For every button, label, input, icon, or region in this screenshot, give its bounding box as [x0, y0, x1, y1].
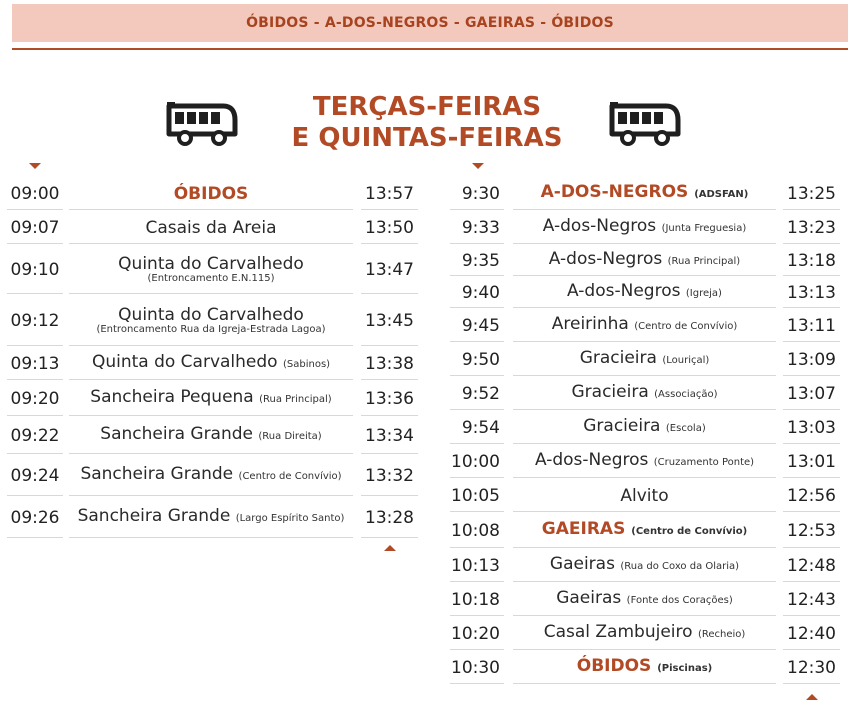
return-time: 12:53 [783, 514, 840, 548]
return-time: 13:36 [361, 382, 418, 416]
stop-main [583, 417, 706, 438]
timetable-row [0, 412, 854, 444]
timetable-row [0, 246, 854, 276]
stop-name [513, 178, 776, 210]
return-time: 13:28 [361, 498, 418, 538]
stop-label: A-dos-Negros [567, 281, 681, 301]
stop-name [513, 212, 776, 244]
timetable-row [0, 344, 854, 376]
departure-time: 09:20 [7, 382, 63, 416]
stop-main [535, 451, 754, 472]
stop-note: (Igreja) [685, 288, 722, 299]
stop-main [552, 315, 738, 336]
stop-note: (Rua Direita) [258, 431, 322, 442]
stop-note: (Louriçal) [662, 355, 710, 366]
stop-subtitle: (Entroncamento Rua da Igreja-Estrada Lagoa) [96, 323, 326, 335]
stop-main [549, 250, 740, 271]
timetable-row [0, 550, 854, 582]
return-time: 13:03 [783, 412, 840, 444]
stop-note: (Rua do Coxo da Olaria) [620, 561, 740, 572]
stop-main [572, 383, 718, 404]
stop-label: Gaeiras [556, 588, 622, 608]
return-time: 13:34 [361, 418, 418, 454]
departure-time: 09:10 [7, 246, 63, 294]
stop-label: Casais da Areia [145, 217, 277, 238]
stop-note: (Centro de Convívio) [238, 471, 342, 482]
return-time: 13:23 [783, 212, 840, 244]
return-time: 12:43 [783, 584, 840, 616]
stop-note: (Escola) [665, 423, 706, 434]
stop-main [577, 657, 713, 678]
stop-label: ÓBIDOS [576, 656, 652, 676]
departure-time: 09:26 [7, 498, 63, 538]
return-time: 12:30 [783, 652, 840, 684]
title-line-1: TERÇAS-FEIRAS [312, 92, 542, 122]
stop-name [513, 378, 776, 410]
stop-note: (Rua Principal) [667, 256, 741, 267]
stop-name [513, 246, 776, 276]
stop-name [513, 344, 776, 376]
stop-label: Sancheira Grande [100, 424, 253, 444]
stop-label: GAEIRAS [541, 519, 626, 539]
title-line-2: E QUINTAS-FEIRAS [291, 123, 563, 153]
stop-name [513, 480, 776, 512]
departure-time: 9:35 [450, 246, 504, 276]
timetable-row [0, 584, 854, 616]
schedule-days-title [250, 92, 604, 154]
route-title: ÓBIDOS - A-DOS-NEGROS - GAEIRAS - ÓBIDOS [246, 15, 614, 31]
stop-label: Gracieira [579, 348, 657, 368]
route-banner [12, 4, 848, 42]
stop-note: (Cruzamento Ponte) [653, 457, 755, 468]
stop-label: A-dos-Negros [542, 216, 657, 236]
bus-icon [608, 100, 682, 148]
departure-time: 10:05 [450, 480, 504, 512]
stop-main [543, 217, 747, 238]
stop-note: (Centro de Convívio) [634, 321, 738, 332]
return-time: 13:09 [783, 344, 840, 376]
stop-name [513, 514, 776, 548]
return-time: 13:45 [361, 296, 418, 346]
departure-time: 09:24 [7, 456, 63, 496]
return-time: 12:56 [783, 480, 840, 512]
return-time: 13:38 [361, 348, 418, 380]
stop-note: (Fonte dos Corações) [626, 595, 733, 606]
stop-label: Gracieira [583, 416, 661, 436]
stop-label: Alvito [620, 485, 669, 506]
return-time: 13:57 [361, 178, 418, 210]
stop-label: Sancheira Grande [80, 464, 234, 484]
return-time: 13:47 [361, 246, 418, 294]
timetable-row [0, 310, 854, 342]
stop-note: (Sabinos) [282, 359, 331, 370]
departure-time: 9:33 [450, 212, 504, 244]
departure-time: 9:30 [450, 178, 504, 210]
stop-note: (Associação) [654, 389, 718, 400]
timetable-row [0, 480, 854, 512]
stop-label: Quinta do Carvalhedo [118, 304, 304, 325]
return-time: 12:40 [783, 618, 840, 650]
stop-label: Gracieira [571, 382, 649, 402]
bus-icon [165, 100, 239, 148]
timetable-row [0, 278, 854, 308]
stop-main [556, 589, 733, 610]
timetable-row [0, 514, 854, 548]
departure-time: 10:30 [450, 652, 504, 684]
stop-label: A-dos-Negros [548, 249, 663, 269]
departure-time: 10:00 [450, 446, 504, 478]
departure-time: 09:07 [7, 212, 63, 244]
stop-label: Quinta do Carvalhedo [118, 253, 304, 274]
timetable-row [0, 618, 854, 650]
stop-label: Casal Zambujeiro [543, 622, 693, 642]
stop-main [550, 555, 739, 576]
departure-time: 10:13 [450, 550, 504, 582]
stop-note: (Piscinas) [657, 663, 713, 674]
stop-subtitle: (Entroncamento E.N.115) [147, 272, 275, 284]
departure-time: 09:12 [7, 296, 63, 346]
stop-label: A-dos-Negros [534, 450, 649, 470]
stop-label: Areirinha [551, 314, 629, 334]
stop-label: Sancheira Pequena [90, 387, 254, 407]
departure-time: 10:18 [450, 584, 504, 616]
departure-time: 9:50 [450, 344, 504, 376]
stop-main [542, 520, 747, 541]
stop-note: (ADSFAN) [694, 189, 749, 200]
stop-name [513, 446, 776, 478]
stop-label: Sancheira Grande [77, 506, 231, 526]
return-time: 13:32 [361, 456, 418, 496]
return-time: 13:18 [783, 246, 840, 276]
stop-name [513, 412, 776, 444]
stop-name [513, 550, 776, 582]
departure-time: 10:20 [450, 618, 504, 650]
stop-label: Gaeiras [549, 554, 615, 574]
timetable-row [0, 446, 854, 478]
departure-time: 09:00 [7, 178, 63, 210]
return-time: 12:48 [783, 550, 840, 582]
timetable-row [0, 178, 854, 210]
stop-main [580, 349, 710, 370]
return-time: 13:25 [783, 178, 840, 210]
stop-name [513, 310, 776, 342]
stop-note: (Largo Espírito Santo) [235, 513, 345, 524]
departure-time: 9:40 [450, 278, 504, 308]
departure-time: 9:45 [450, 310, 504, 342]
return-time: 13:01 [783, 446, 840, 478]
stop-main [544, 623, 746, 644]
triangle-up-icon [806, 694, 818, 700]
stop-name [513, 278, 776, 308]
stop-label: Quinta do Carvalhedo [91, 352, 278, 372]
stop-main [567, 282, 722, 303]
triangle-down-icon [29, 163, 41, 169]
stop-name [513, 584, 776, 616]
stop-label: A-DOS-NEGROS [540, 182, 689, 202]
departure-time: 09:13 [7, 348, 63, 380]
stop-note: (Centro de Convívio) [631, 526, 748, 537]
stop-note: (Junta Freguesia) [661, 223, 747, 234]
header-divider [12, 48, 848, 50]
stop-label: ÓBIDOS [173, 183, 249, 204]
stop-note: (Recheio) [697, 629, 746, 640]
stop-note: (Rua Principal) [259, 394, 332, 405]
stop-name [513, 618, 776, 650]
timetable-row [0, 378, 854, 410]
return-time: 13:13 [783, 278, 840, 308]
timetable-row [0, 212, 854, 244]
departure-time: 9:52 [450, 378, 504, 410]
stop-name [513, 652, 776, 684]
departure-time: 9:54 [450, 412, 504, 444]
departure-time: 09:22 [7, 418, 63, 454]
timetable-row [0, 652, 854, 684]
return-time: 13:11 [783, 310, 840, 342]
return-time: 13:07 [783, 378, 840, 410]
triangle-down-icon [472, 163, 484, 169]
stop-main [541, 183, 749, 204]
stop-main [620, 487, 668, 505]
departure-time: 10:08 [450, 514, 504, 548]
return-time: 13:50 [361, 212, 418, 244]
